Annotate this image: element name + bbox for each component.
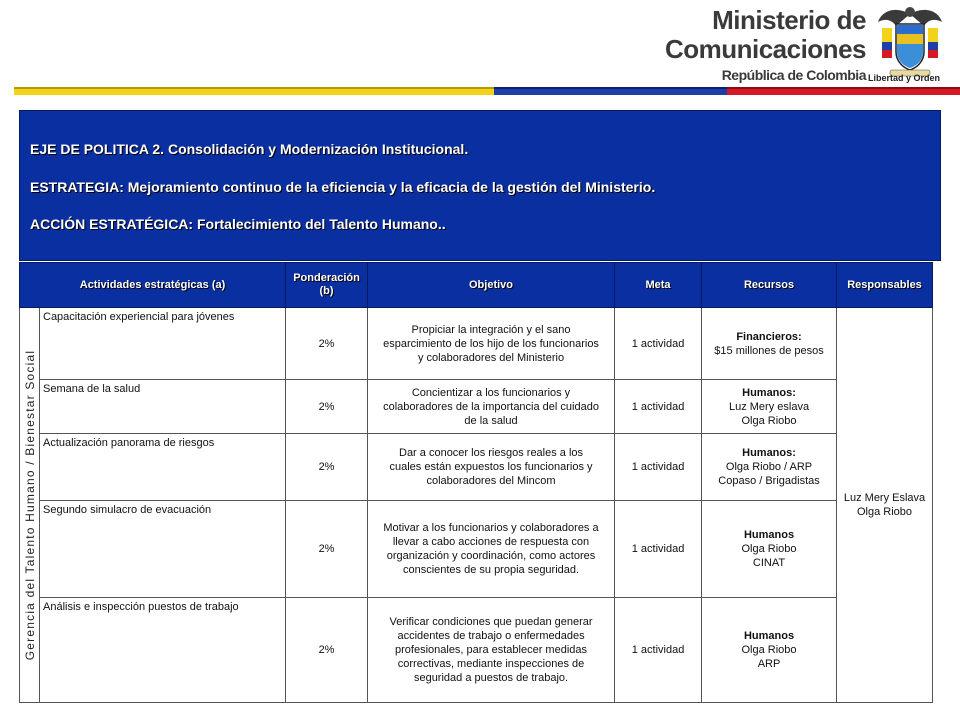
ministry-name-line1: Ministerio de [712, 5, 866, 35]
objective-cell [368, 434, 615, 501]
activities-table [19, 262, 933, 703]
strategic-action: ACCIÓN ESTRATÉGICA: Fortalecimiento del Talento Humano.. [30, 216, 446, 232]
objective-cell [368, 308, 615, 380]
objective-line: Dar a conocer los riesgos reales a los [399, 447, 584, 459]
objective-line: Concientizar a los funcionarios y [411, 386, 571, 399]
objective-line: Motivar a los funcionarios y colaboradores a [383, 522, 599, 534]
objective-line: colaboradores de la importancia del cuidado [383, 400, 599, 413]
resources-line: $15 millones de pesos [714, 344, 824, 357]
resources-cell [702, 434, 837, 501]
weight-cell: 2% [286, 598, 368, 703]
goal-cell: 1 actividad [615, 501, 702, 598]
flag-yellow-stripe [14, 87, 494, 95]
resources-title: Humanos [743, 529, 795, 541]
resources-title: Humanos: [742, 386, 796, 399]
col-header-ponderacion-line2: (b) [319, 285, 334, 297]
goal-cell: 1 actividad [615, 308, 702, 380]
group-label: Gerencia del Talento Humano / Bienestar Social [22, 349, 37, 661]
coat-of-arms-icon [876, 4, 944, 84]
col-header-ponderacion [286, 263, 368, 308]
table-row [20, 434, 933, 501]
table-row [20, 501, 933, 598]
resources-line: Olga Riobo [741, 644, 797, 656]
objective-line: profesionales, para establecer medidas [395, 644, 588, 656]
goal-cell: 1 actividad [615, 598, 702, 703]
resources-line: Luz Mery eslava [728, 400, 810, 413]
activity-cell: Actualización panorama de riesgos [40, 434, 286, 501]
resources-title: Humanos: [742, 447, 796, 459]
objective-cell [368, 501, 615, 598]
table-header-row [20, 263, 933, 308]
policy-axis: EJE DE POLITICA 2. Consolidación y Modernización Institucional. [30, 141, 469, 157]
responsible-name: Luz Mery Eslava [843, 492, 926, 504]
col-header-recursos: Recursos [702, 263, 837, 308]
resources-cell [702, 598, 837, 703]
weight-cell: 2% [286, 380, 368, 434]
objective-line: correctivas, mediante inspecciones de [397, 658, 585, 670]
objective-line: de la salud [464, 414, 518, 427]
resources-cell [702, 308, 837, 380]
col-header-ponderacion-line1: Ponderación [293, 272, 360, 284]
resources-cell [702, 501, 837, 598]
resources-title: Financieros: [736, 330, 802, 343]
strategy: ESTRATEGIA: Mejoramiento continuo de la eficiencia y la eficacia de la gestión del Ministerio. [30, 179, 656, 195]
col-header-meta: Meta [615, 263, 702, 308]
activity-cell: Segundo simulacro de evacuación [40, 501, 286, 598]
col-header-responsables: Responsables [837, 263, 933, 308]
goal-cell: 1 actividad [615, 380, 702, 434]
activity-cell: Capacitación experiencial para jóvenes [40, 308, 286, 380]
objective-line: seguridad a puestos de trabajo. [413, 672, 569, 684]
resources-line: Olga Riobo [741, 414, 797, 427]
objective-line: llevar a cabo acciones de respuesta con [392, 536, 590, 548]
ministry-logo-text [665, 6, 866, 84]
table-row [20, 308, 933, 380]
ministry-country: República de Colombia [721, 67, 866, 83]
objective-line: esparcimiento de los hijo de los funcionarios [383, 337, 599, 350]
objective-line: cuales están expuestos los funcionarios y [389, 461, 593, 473]
objective-cell [368, 380, 615, 434]
activity-cell: Semana de la salud [40, 380, 286, 434]
resources-line: Olga Riobo [741, 543, 797, 555]
col-header-objetivo: Objetivo [368, 263, 615, 308]
resources-line: Olga Riobo / ARP [725, 461, 813, 473]
responsible-cell [837, 308, 933, 703]
table-row [20, 380, 933, 434]
flag-color-bar [14, 87, 960, 95]
weight-cell: 2% [286, 308, 368, 380]
activity-cell: Análisis e inspección puestos de trabajo [40, 598, 286, 703]
objective-line: y colaboradores del Ministerio [417, 351, 565, 364]
table-row [20, 598, 933, 703]
responsible-name: Olga Riobo [856, 506, 913, 518]
group-cell [20, 308, 40, 703]
weight-cell: 2% [286, 501, 368, 598]
resources-cell [702, 380, 837, 434]
flag-blue-stripe [494, 87, 727, 95]
objective-line: conscientes de su propia seguridad. [402, 564, 580, 576]
ministry-name-line2: Comunicaciones [664, 34, 866, 64]
crest-motto: Libertad y Orden [867, 73, 940, 83]
resources-title: Humanos [743, 630, 795, 642]
policy-banner [19, 110, 941, 261]
col-header-actividades: Actividades estratégicas (a) [20, 263, 286, 308]
weight-cell: 2% [286, 434, 368, 501]
objective-line: accidentes de trabajo o enfermedades [397, 630, 585, 642]
objective-line: Propiciar la integración y el sano [411, 323, 571, 336]
objective-cell [368, 598, 615, 703]
resources-line: CINAT [752, 557, 786, 569]
flag-red-stripe [727, 87, 960, 95]
objective-line: organización y coordinación, como actores [386, 550, 596, 562]
resources-line: ARP [757, 658, 781, 670]
objective-line: colaboradores del Mincom [426, 475, 556, 487]
resources-line: Copaso / Brigadistas [718, 475, 820, 487]
objective-line: Verificar condiciones que puedan generar [389, 616, 593, 628]
goal-cell: 1 actividad [615, 434, 702, 501]
